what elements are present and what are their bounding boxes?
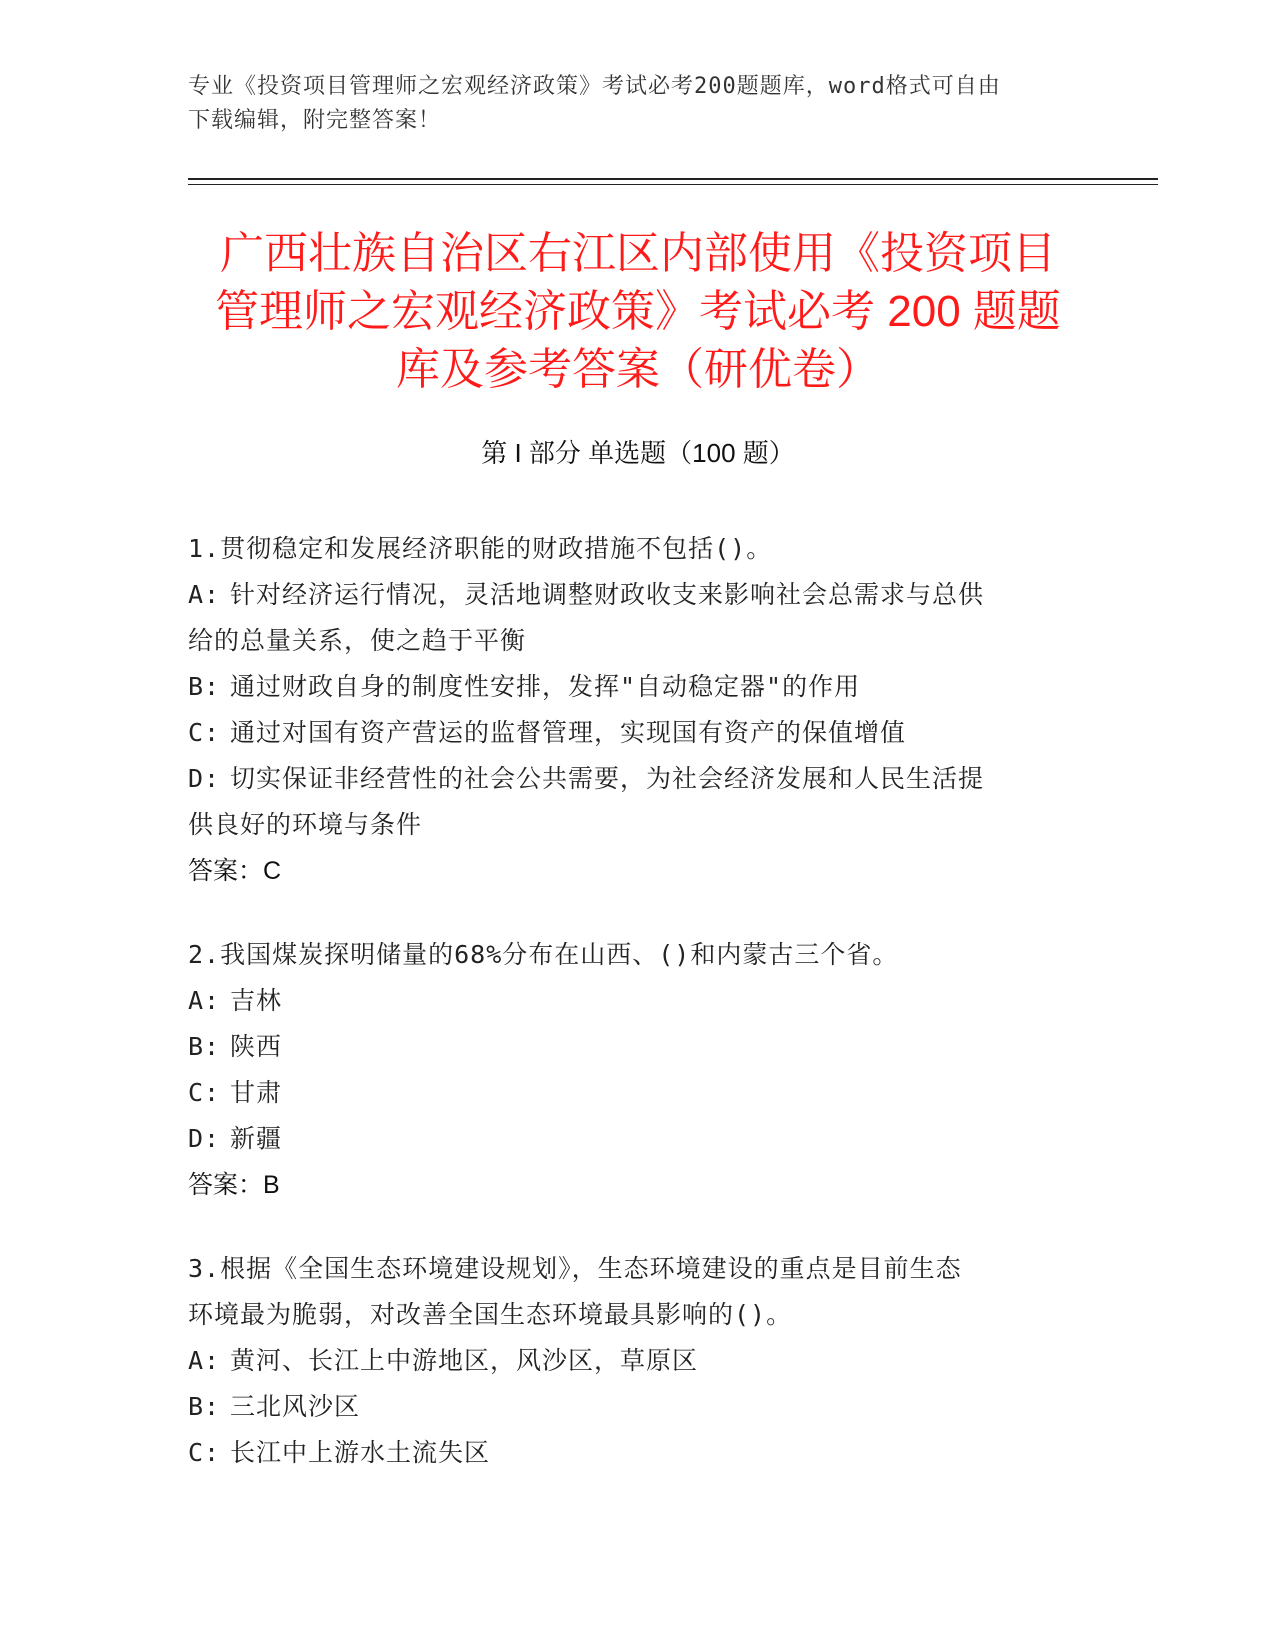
option-label: D: <box>188 1124 221 1153</box>
option-line <box>188 1338 1078 1384</box>
option-line <box>188 1024 1078 1070</box>
option-text: 通过对国有资产营运的监督管理，实现国有资产的保值增值 <box>230 718 907 747</box>
option-label: C: <box>188 1438 221 1467</box>
option-line <box>188 1384 1078 1430</box>
option-label: B: <box>188 672 221 701</box>
option-label: B: <box>188 1392 221 1421</box>
question-stem-line: 1.贯彻稳定和发展经济职能的财政措施不包括()。 <box>188 534 773 563</box>
option-text: 吉林 <box>230 986 283 1015</box>
question-stem-line: 2.我国煤炭探明储量的68%分布在山西、()和内蒙古三个省。 <box>188 940 899 969</box>
option-label: B: <box>188 1032 221 1061</box>
question-stem-line: 环境最为脆弱，对改善全国生态环境最具影响的()。 <box>188 1300 793 1329</box>
option-text: 黄河、长江上中游地区，风沙区，草原区 <box>230 1346 699 1375</box>
option-line <box>188 1116 1078 1162</box>
header-divider-thin <box>188 184 1158 185</box>
header-note <box>188 70 1088 138</box>
question-2 <box>188 932 1078 1208</box>
option-label: A: <box>188 986 221 1015</box>
question-list <box>188 526 1078 1514</box>
option-line <box>188 1070 1078 1116</box>
document-title-line-2: 管理师之宏观经济政策》考试必考 200 题题 <box>215 287 1061 336</box>
option-line <box>188 664 1078 710</box>
option-line: 给的总量关系，使之趋于平衡 <box>188 626 527 655</box>
option-text: 三北风沙区 <box>230 1392 361 1421</box>
option-text: 针对经济运行情况，灵活地调整财政收支来影响社会总需求与总供 <box>230 580 985 609</box>
option-label: A: <box>188 1346 221 1375</box>
option-text: 陕西 <box>230 1032 283 1061</box>
header-note-line-2: 下载编辑，附完整答案！ <box>188 108 442 133</box>
option-text: 新疆 <box>230 1124 283 1153</box>
document-title-line-3: 库及参考答案（研优卷） <box>396 345 880 394</box>
option-line <box>188 978 1078 1024</box>
option-label: C: <box>188 1078 221 1107</box>
option-text: 切实保证非经营性的社会公共需要，为社会经济发展和人民生活提 <box>230 764 985 793</box>
answer-text: 答案：C <box>188 857 282 885</box>
option-text: 长江中上游水土流失区 <box>230 1438 491 1467</box>
option-text: 通过财政自身的制度性安排，发挥"自动稳定器"的作用 <box>230 672 861 701</box>
header-divider-thick <box>188 178 1158 180</box>
section-title: 第 I 部分 单选题（100 题） <box>481 438 795 468</box>
option-label: A: <box>188 580 221 609</box>
option-line <box>188 756 1078 802</box>
option-line <box>188 572 1078 618</box>
document-title-line-1: 广西壮族自治区右江区内部使用《投资项目 <box>220 229 1056 278</box>
question-1 <box>188 526 1078 894</box>
document-title <box>188 225 1088 399</box>
question-3 <box>188 1246 1078 1476</box>
option-line: 供良好的环境与条件 <box>188 810 423 839</box>
answer-text: 答案：B <box>188 1171 280 1199</box>
option-label: C: <box>188 718 221 747</box>
option-label: D: <box>188 764 221 793</box>
option-line <box>188 1430 1078 1476</box>
header-note-line-1: 专业《投资项目管理师之宏观经济政策》考试必考200题题库，word格式可自由 <box>188 74 1001 99</box>
option-line <box>188 710 1078 756</box>
option-text: 甘肃 <box>230 1078 283 1107</box>
question-stem-line: 3.根据《全国生态环境建设规划》，生态环境建设的重点是目前生态 <box>188 1254 962 1283</box>
